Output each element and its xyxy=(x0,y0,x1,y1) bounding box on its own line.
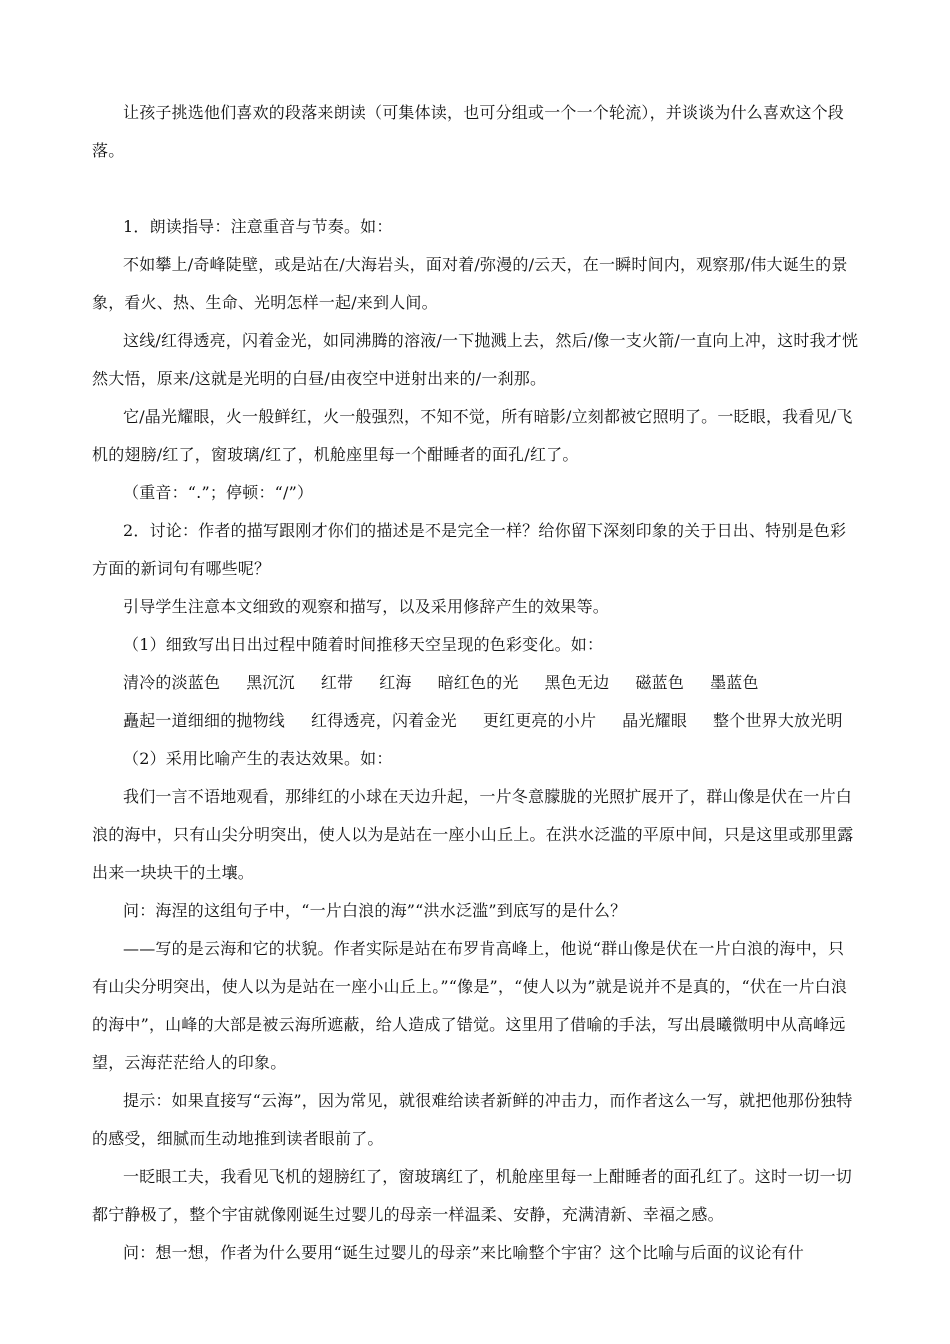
paragraph-hint: 提示：如果直接写“云海”，因为常见，就很难给读者新鲜的冲击力，而作者这么一写，就把他那份独特的感受，细腻而生动地推到读者眼前了。 xyxy=(92,1091,853,1148)
paragraph-intro: 让孩子挑选他们喜欢的段落来朗读（可集体读，也可分组或一个一个轮流），并谈谈为什么喜欢这个段落。 xyxy=(92,103,845,160)
paragraph-example-2: 这线/红得透亮，闪着金光，如同沸腾的溶液/一下抛溅上去，然后/像一支火箭/一直向上冲，这时我才恍然大悟，原来/这就是光明的白昼/由夜空中迸射出来的/一刹那。 xyxy=(92,331,859,388)
paragraph-question-1: 问：海涅的这组句子中，“一片白浪的海”“洪水泛滥”到底写的是什么？ xyxy=(123,901,627,920)
color-word: 暗红色的光 xyxy=(437,673,519,692)
paragraph-example-3: 它/晶光耀眼，火一般鲜红，火一般强烈，不知不觉，所有暗影/立刻都被它照明了。一眨眼，我看见/飞机的翅膀/红了，窗玻璃/红了，机舱座里每一个酣睡者的面孔/红了。 xyxy=(92,407,853,464)
color-word: 墨蓝色 xyxy=(710,673,759,692)
paragraph-discussion: 2．讨论：作者的描写跟刚才你们的描述是不是完全一样？给你留下深刻印象的关于日出、特别是色彩方面的新词句有哪些呢？ xyxy=(92,521,847,578)
color-word-list xyxy=(92,664,860,740)
color-word: 黑沉沉 xyxy=(246,673,295,692)
paragraph-point-1: （1）细致写出日出过程中随着时间推移天空呈现的色彩变化。如： xyxy=(123,635,604,654)
color-word: 红得透亮，闪着金光 xyxy=(311,711,457,730)
paragraph-answer-1: ——写的是云海和它的状貌。作者实际是站在布罗肯高峰上，他说“群山像是伏在一片白浪的海中，只有山尖分明突出，使人以为是站在一座小山丘上。”“像是”，“使人以为”就是说并不是真的，“伏在一片白浪的海中”，山峰的大部是被云海所遮蔽，给人造成了错觉。这里用了借喻的手法，写出晨曦微明中从高峰远望，云海茫茫给人的印象。 xyxy=(92,939,848,1072)
paragraph-legend: （重音：“.”；停顿：“/”） xyxy=(123,483,314,502)
color-word: 矗起一道细细的抛物线 xyxy=(123,711,286,730)
paragraph-question-2: 问：想一想，作者为什么要用“诞生过婴儿的母亲”来比喻整个宇宙？这个比喻与后面的议论有什 xyxy=(123,1243,804,1262)
paragraph-point-2: （2）采用比喻产生的表达效果。如： xyxy=(123,749,393,768)
color-word: 更红更亮的小片 xyxy=(482,711,597,730)
paragraph-example-1: 不如攀上/奇峰陡壁，或是站在/大海岩头，面对着/弥漫的/云天，在一瞬时间内，观察那/伟大诞生的景象，看火、热、生命、光明怎样一起/来到人间。 xyxy=(92,255,848,312)
color-word: 整个世界大放光明 xyxy=(713,711,843,730)
color-word: 磁蓝色 xyxy=(635,673,685,692)
paragraph-guidance: 引导学生注意本文细致的观察和描写，以及采用修辞产生的效果等。 xyxy=(123,597,610,616)
paragraph-reading-guide: 1．朗读指导：注意重音与节奏。如： xyxy=(123,217,393,236)
color-word: 红带 xyxy=(320,673,354,692)
color-word: 清冷的淡蓝色 xyxy=(123,673,221,692)
color-word: 晶光耀眼 xyxy=(622,711,688,730)
paragraph-example-4: 一眨眼工夫，我看见飞机的翅膀红了，窗玻璃红了，机舱座里每一上酣睡者的面孔红了。这时一切一切都宁静极了，整个宇宙就像刚诞生过婴儿的母亲一样温柔、安静，充满清新、幸福之感。 xyxy=(92,1167,853,1224)
paragraph-heine-quote: 我们一言不语地观看，那绯红的小球在天边升起，一片冬意朦胧的光照扩展开了，群山像是伏在一片白浪的海中，只有山尖分明突出，使人以为是站在一座小山丘上。在洪水泛滥的平原中间，只是这里或那里露出来一块块干的土壤。 xyxy=(92,787,854,882)
color-word: 黑色无边 xyxy=(544,673,610,692)
color-word: 红海 xyxy=(379,673,412,692)
